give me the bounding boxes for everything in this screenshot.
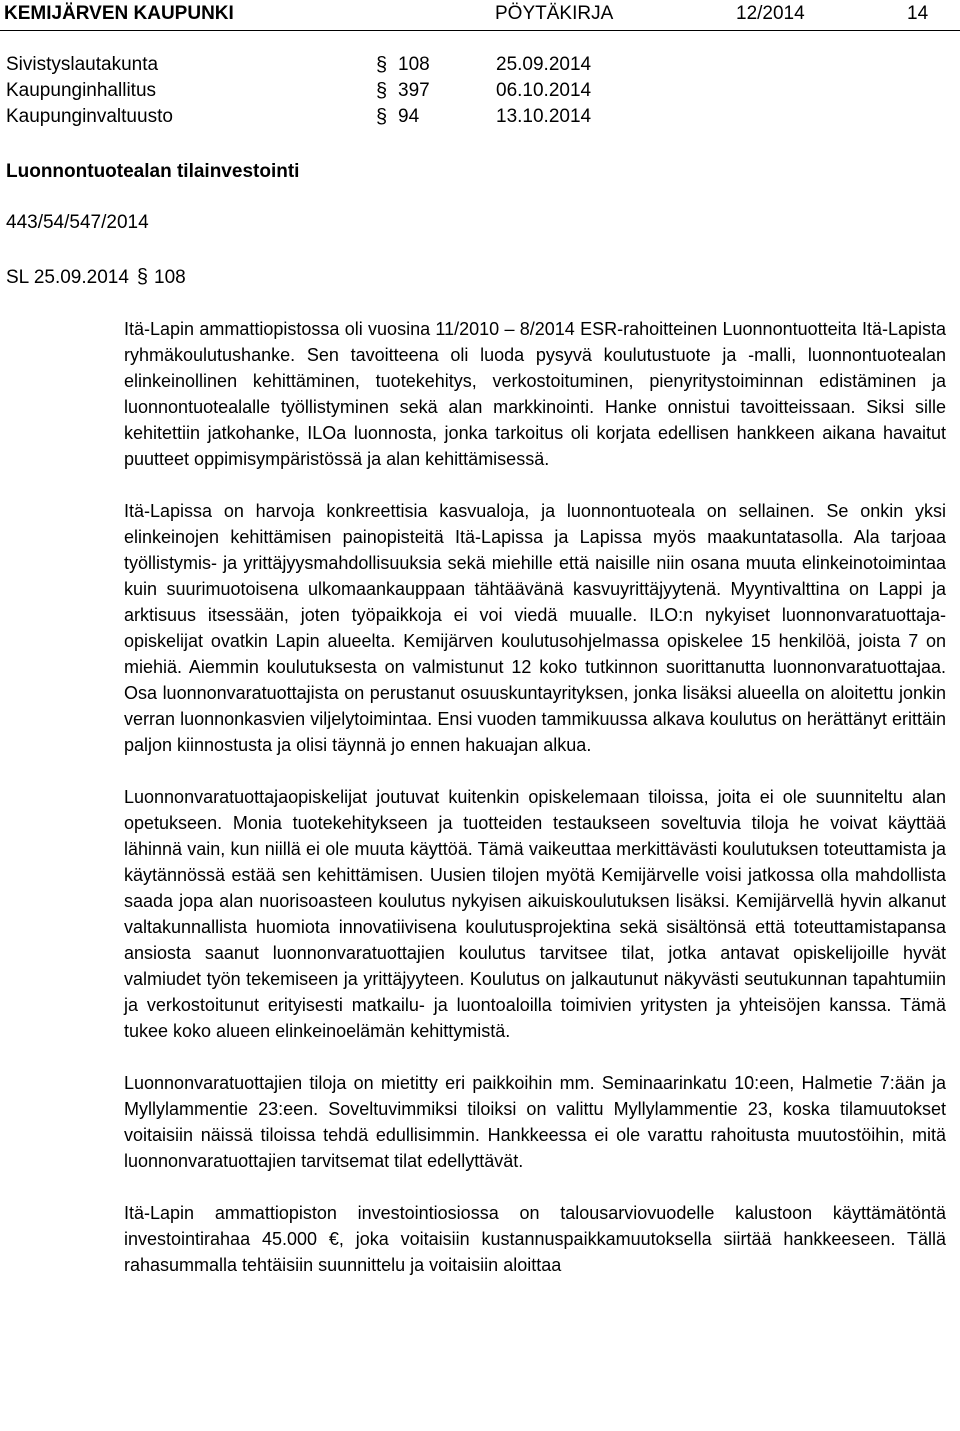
body-row <box>6 104 706 130</box>
meeting-date: 25.09.2014 <box>496 54 592 75</box>
section-symbol: § <box>376 80 388 102</box>
decision-bodies <box>6 52 706 130</box>
organization-name: KEMIJÄRVEN KAUPUNKI <box>4 3 234 24</box>
paragraph: Luonnonvaratuottajien tiloja on mietitty eri paikkoihin mm. Seminaarinkatu 10:een, Halmetie 7:ään ja Myllylammentie 23:een. Soveltuvimmiksi tiloiksi on valittu Myllylammentie 23, koska tilamuutokset voitaisiin näissä tiloissa tehdä edullisimmin. Hankkeessa ei ole varattu rahoitusta muutostöihin, mitä luonnonvaratuottajien tarvitsemat tilat edellyttävät. <box>124 1073 946 1171</box>
section-symbol: § <box>376 54 388 76</box>
paragraph: Itä-Lapin ammattiopiston investointiosiossa on talousarviovuodelle kalustoon käyttämätöntä investointirahaa 45.000 €, joka voitaisiin kustannuspaikkamuutoksella siirtää hankkeeseen. Tällä rahasummalla tehtäisiin suunnittelu ja voitaisiin aloittaa <box>124 1203 946 1275</box>
meeting-reference-prefix: SL 25.09.2014 <box>6 267 129 288</box>
body-name: Kaupunginhallitus <box>6 80 157 101</box>
page-header <box>0 0 960 31</box>
section-symbol: § <box>376 106 388 128</box>
body-name: Sivistyslautakunta <box>6 54 159 75</box>
meeting-date: 06.10.2014 <box>496 80 592 101</box>
body-row <box>6 78 706 104</box>
meeting-date: 13.10.2014 <box>496 106 592 127</box>
document-type: PÖYTÄKIRJA <box>495 3 614 24</box>
record-number: 443/54/547/2014 <box>6 212 149 233</box>
body-name: Kaupunginvaltuusto <box>6 106 173 127</box>
page-number: 14 <box>907 3 929 24</box>
paragraph: Itä-Lapin ammattiopistossa oli vuosina 11/2010 – 8/2014 ESR-rahoitteinen Luonnontuotteita Itä-Lapista ryhmäkoulutushanke. Sen tavoitteena oli luoda pysyvä koulutustuote ja -malli, luonnontuotealan elinkeinollinen kehittäminen, tuotekehitys, verkostoituminen, pienyritystoiminnan edistäminen ja luonnontuotealalle työllistyminen sekä alan markkinointi. Hanke onnistui tavoitteissaan. Siksi sille kehitettiin jatkohanke, ILOa luonnosta, jonka tarkoitus oli korjata edellisen hankkeen aikana havaitut puutteet oppimisympäristössä ja alan kehittämisessä. <box>124 319 946 469</box>
body-row <box>6 52 706 78</box>
section-number: 94 <box>398 106 420 127</box>
paragraph: Luonnonvaratuottajaopiskelijat joutuvat kuitenkin opiskelemaan tiloissa, joita ei ole suunniteltu alan opetukseen. Monia tuotekehitykseen ja tuotteiden testaukseen soveltuvia tiloja he voivat käyttää lähinnä vain, kun niillä ei ole muuta käyttöä. Tämä vaikeuttaa merkittävästi koulutuksen toteuttamista ja käytännössä estää sen kehittämisen. Uusien tilojen myötä Kemijärvelle voisi jatkossa olla mahdollista saada jopa alan nuorisoasteen koulutus nykyisen aikuiskoulutuksen lisäksi. Kemijärvellä hyvin alkanut valtakunnallista huomiota innovatiivisena koulutusprojektina sekä sisältönsä että toteuttamistapansa ansiosta saanut luonnonvaratuottajien koulutus tarvitsee tilat, jotka antavat opiskelijoille hyvät valmiudet työn tekemiseen ja yrittäjyyteen. Koulutus on jalkautunut näkyvästi seutukunnan tapahtumiin ja verkostoitunut erityisesti matkailu- ja luontoaloilla toimivien yritysten ja yhteisöjen kanssa. Tämä tukee koko alueen elinkeinoelämän kehittymistä. <box>124 787 946 1041</box>
document-number: 12/2014 <box>736 3 805 24</box>
meeting-reference-section: 108 <box>154 267 186 288</box>
paragraph: Itä-Lapissa on harvoja konkreettisia kasvualoja, ja luonnontuoteala on sellainen. Se onkin yksi elinkeinojen kehittämisen painopisteitä Itä-Lapissa ja Lapissa myös maakuntatasolla. Ala tarjoaa työllistymis- ja yrittäjyysmahdollisuuksia sekä miehille että naisille niin osana muuta elinkeinotoimintaa kuin suurimuotoisena ulkomaankauppaan tähtäävänä kasvuyrittäjyytenä. Myyntivalttina on Lappi ja arktisuus itsessään, joten työpaikkoja ei voi viedä muualle. ILO:n nykyiset luonnonvaratuottaja-opiskelijat ovatkin Lapin alueelta. Kemijärven koulutusohjelmassa opiskelee 15 henkilöä, joista 7 on miehiä. Aiemmin koulutuksesta on valmistunut 12 koko tutkinnon suorittanutta luonnonvaratuottajaa. Osa luonnonvaratuottajista on perustanut osuuskuntayrityksen, jonka lisäksi alueella on aloitettu jonkin verran luonnonkasvien viljelytoimintaa. Ensi vuoden tammikuussa alkava koulutus on herättänyt erittäin paljon kiinnostusta ja olisi täynnä jo ennen hakuajan alkua. <box>124 501 946 755</box>
section-number: 108 <box>398 54 430 75</box>
section-number: 397 <box>398 80 430 101</box>
body-text <box>124 316 946 1304</box>
section-symbol: § <box>136 266 149 288</box>
meeting-reference <box>6 266 186 289</box>
item-title: Luonnontuotealan tilainvestointi <box>6 161 300 182</box>
